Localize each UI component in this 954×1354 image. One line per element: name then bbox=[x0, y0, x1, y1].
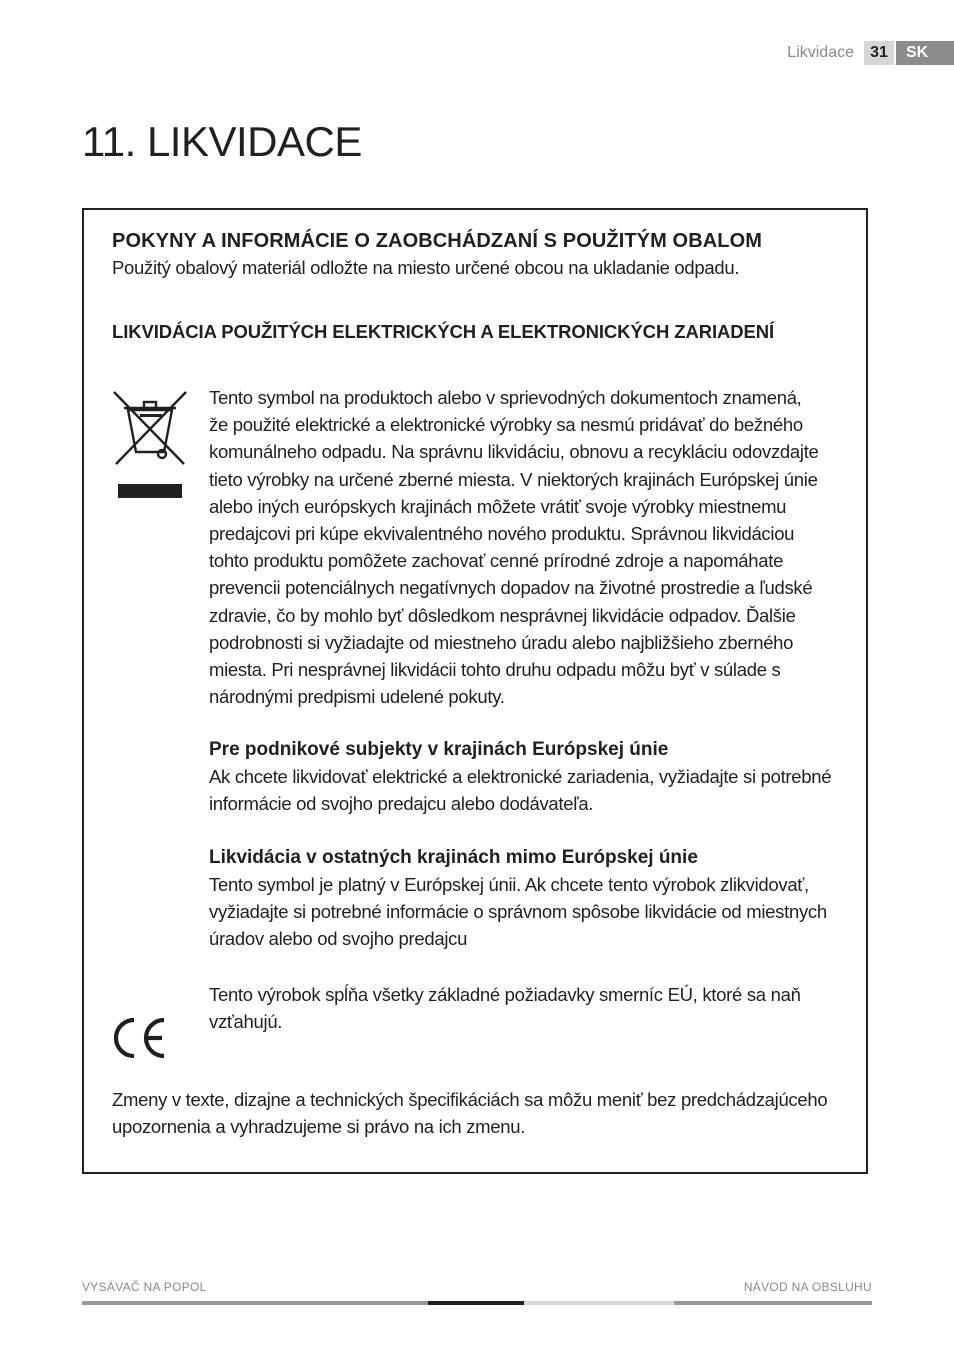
footer-bars bbox=[82, 1301, 872, 1305]
language-tab: SK bbox=[896, 41, 954, 65]
weee-line: tohto produktu pomôžete zachovať cenné prírodné zdroje a napomáhate bbox=[209, 550, 784, 572]
ce-section bbox=[209, 981, 854, 1035]
page-header bbox=[787, 41, 954, 65]
weee-heading: LIKVIDÁCIA POUŽITÝCH ELEKTRICKÝCH A ELEKTRONICKÝCH ZARIADENÍ bbox=[112, 321, 775, 342]
weee-line: Tento symbol na produktoch alebo v sprievodných dokumentoch znamená, bbox=[209, 387, 802, 408]
outside-eu-section bbox=[209, 844, 854, 953]
ce-line: vzťahujú. bbox=[209, 1011, 283, 1033]
content-box bbox=[82, 208, 868, 1174]
page-number: 31 bbox=[864, 41, 894, 65]
weee-line: predajcovi pri kúpe ekvivalentného nového produktu. Správnou likvidáciou bbox=[209, 523, 795, 545]
business-line: informácie od svojho predajcu alebo dodávateľa. bbox=[209, 793, 594, 815]
outside-eu-line: Tento symbol je platný v Európskej únii. Ak chcete tento výrobok zlikvidovať, bbox=[209, 874, 809, 895]
footer-right: NÁVOD NA OBSLUHU bbox=[743, 1280, 872, 1294]
weee-line: podrobnosti si vyžiadajte od miestneho úradu alebo najbližšieho zberného bbox=[209, 631, 794, 653]
weee-line: že použité elektrické a elektronické výrobky sa nesmú pridávať do bežného bbox=[209, 414, 803, 436]
ce-line: Tento výrobok spĺňa všetky základné požiadavky smerníc EÚ, ktoré sa naň bbox=[209, 984, 801, 1005]
weee-line: miesta. Pri nesprávnej likvidácii tohto druhu odpadu môžu byť v súlade s bbox=[209, 659, 781, 681]
packaging-section bbox=[112, 230, 852, 281]
packaging-text: Použitý obalový materiál odložte na miesto určené obcou na ukladanie odpadu. bbox=[112, 257, 740, 278]
section-name: Likvidace bbox=[787, 44, 854, 61]
outside-eu-heading: Likvidácia v ostatných krajinách mimo Európskej únie bbox=[209, 847, 698, 868]
footer-bar-segment bbox=[674, 1301, 872, 1305]
ce-mark-icon bbox=[110, 1016, 168, 1060]
outside-eu-line: úradov alebo od svojho predajcu bbox=[209, 928, 468, 950]
business-line: Ak chcete likvidovať elektrické a elektronické zariadenia, vyžiadajte si potrebné bbox=[209, 766, 832, 787]
weee-line: tieto výrobky na určené zberné miesta. V niektorých krajinách Európskej únie bbox=[209, 468, 818, 490]
footer-left: VYSÁVAČ NA POPOL bbox=[82, 1280, 207, 1294]
disclaimer bbox=[112, 1086, 862, 1140]
disclaimer-line: upozornenia a vyhradzujeme si právo na ich zmenu. bbox=[112, 1116, 526, 1138]
footer-bar-segment bbox=[428, 1301, 524, 1305]
footer-bar-segment bbox=[524, 1301, 674, 1305]
business-section bbox=[209, 736, 854, 817]
footer-bar-segment bbox=[82, 1301, 428, 1305]
weee-line: zdravie, čo by mohlo byť dôsledkom nesprávnej likvidácie odpadov. Ďalšie bbox=[209, 604, 796, 626]
disclaimer-line: Zmeny v texte, dizajne a technických špecifikáciách sa môžu meniť bez predchádzajúceho bbox=[112, 1089, 828, 1110]
packaging-heading: POKYNY A INFORMÁCIE O ZAOBCHÁDZANÍ S POUŽITÝM OBALOM bbox=[112, 230, 763, 252]
weee-line: národnými predpismi udelené pokuty. bbox=[209, 686, 505, 708]
weee-line: prevencii potenciálnych negatívnych dopadov na životné prostredie a ľudské bbox=[209, 577, 813, 599]
weee-text bbox=[209, 384, 854, 710]
outside-eu-line: vyžiadajte si potrebné informácie o správnom spôsobe likvidácie od miestnych bbox=[209, 901, 827, 923]
weee-line: komunálneho odpadu. Na správnu likvidáciu, obnovu a recykláciu odovzdajte bbox=[209, 441, 819, 463]
weee-line: alebo iných európskych krajinách môžete vrátiť svoje výrobky miestnemu bbox=[209, 495, 787, 517]
crossed-out-wheelie-bin-icon bbox=[110, 388, 190, 500]
business-heading: Pre podnikové subjekty v krajinách Európskej únie bbox=[209, 739, 669, 760]
chapter-title: 11. LIKVIDACE bbox=[82, 118, 362, 165]
